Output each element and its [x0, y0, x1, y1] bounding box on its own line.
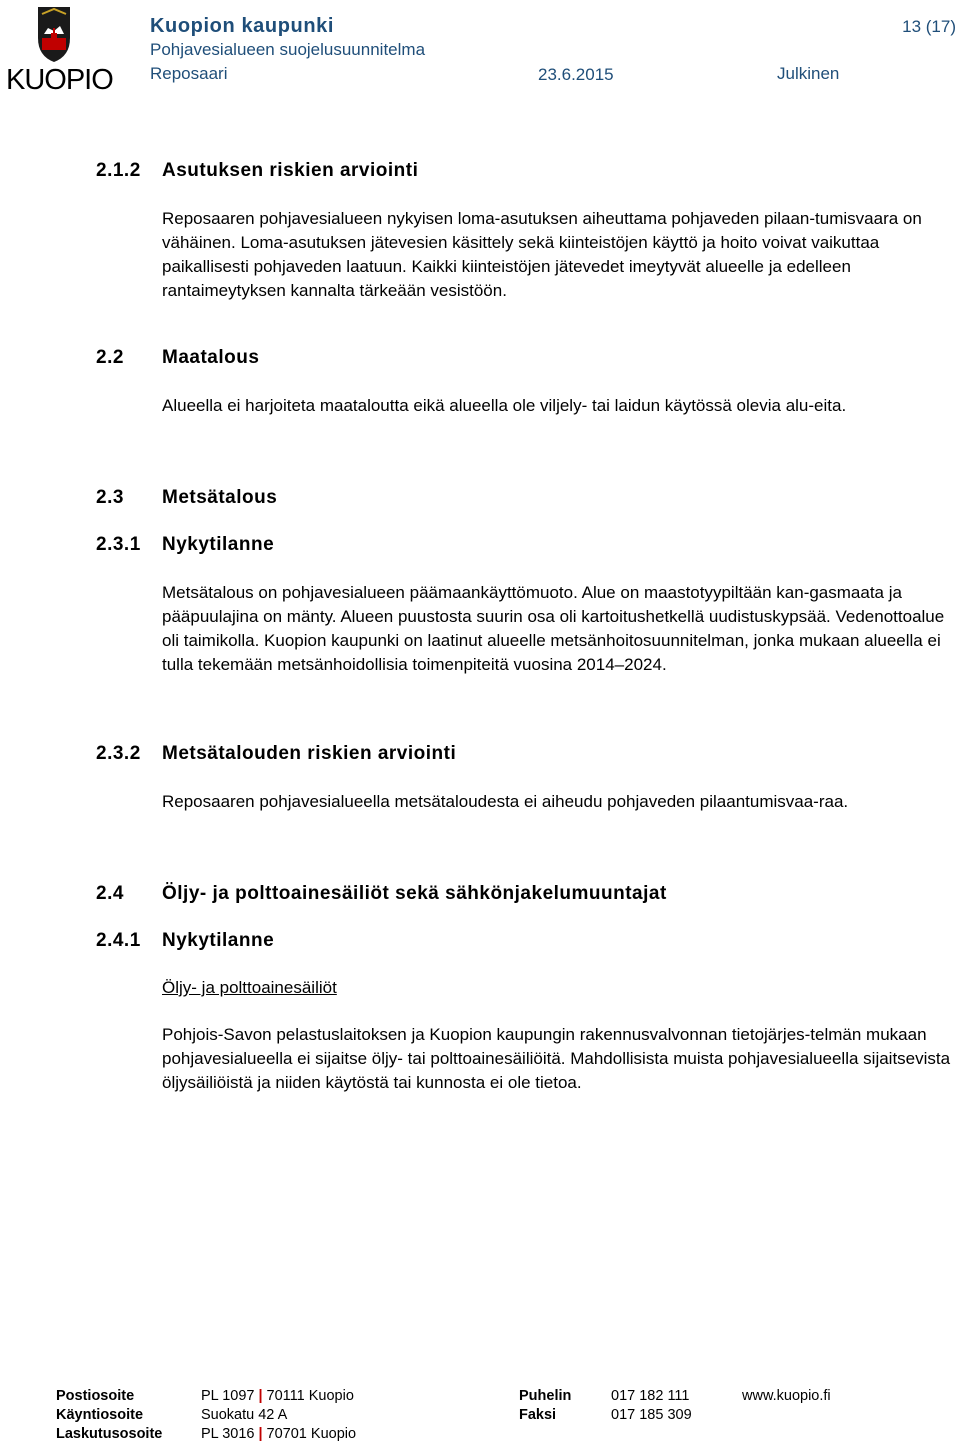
coat-of-arms-icon	[4, 4, 104, 66]
heading-2-3	[96, 487, 277, 509]
kuopio-logo	[4, 4, 113, 96]
logo-wordmark: KUOPIO	[6, 64, 113, 96]
paragraph-2-1-2: Reposaaren pohjavesialueen nykyisen loma-asutuksen aiheuttama pohjaveden pilaan-tumisvaara on vähäinen. Loma-asutuksen jätevesien käsittely sekä kiinteistöjen käyttö ja hoito voivat vaikuttaa paikallisesti pohjaveden laatuun. Kaikki kiinteistöjen jätevedet imeytyvät alueelle ja edelleen rantaimeytyksen kannalta tärkeään vesistöön.	[162, 209, 922, 300]
header-area: Reposaari	[150, 64, 228, 83]
heading-number: 2.3	[96, 487, 124, 508]
footer-visit-value: Suokatu 42 A	[201, 1407, 288, 1423]
separator-bar: |	[258, 1388, 263, 1404]
heading-number: 2.1.2	[96, 160, 141, 181]
header-city: Kuopion kaupunki	[150, 15, 335, 37]
heading-2-3-1	[96, 534, 274, 556]
heading-title: Öljy- ja polttoainesäiliöt sekä sähkönjakelumuuntajat	[162, 883, 667, 904]
heading-number: 2.4	[96, 883, 124, 904]
heading-number: 2.2	[96, 347, 124, 368]
footer-phone-value: 017 182 111	[611, 1388, 690, 1404]
heading-2-4-1	[96, 930, 274, 952]
page-number: 13 (17)	[902, 17, 956, 36]
heading-number: 2.3.1	[96, 534, 141, 555]
footer-postal-value	[201, 1388, 354, 1404]
footer-website-link[interactable]: www.kuopio.fi	[742, 1388, 831, 1404]
heading-title: Nykytilanne	[162, 930, 275, 951]
footer-billing-label: Laskutusosoite	[56, 1426, 163, 1442]
footer-billing-code: 70701 Kuopio	[266, 1426, 357, 1442]
header-date: 23.6.2015	[538, 65, 614, 84]
heading-title: Metsätalous	[162, 487, 278, 508]
heading-title: Maatalous	[162, 347, 260, 368]
paragraph-2-2: Alueella ei harjoiteta maataloutta eikä alueella ole viljely- tai laidun käytössä olevia alu-eita.	[162, 396, 847, 415]
header-status: Julkinen	[777, 64, 840, 83]
footer-postal-code: 70111 Kuopio	[266, 1388, 354, 1404]
heading-2-1-2	[96, 160, 418, 182]
heading-2-4	[96, 883, 667, 905]
heading-title: Nykytilanne	[162, 534, 275, 555]
heading-number: 2.3.2	[96, 743, 141, 764]
paragraph-2-3-1: Metsätalous on pohjavesialueen päämaankäyttömuoto. Alue on maastotyypiltään kan-gasmaata ja pääpuulajina on mänty. Alueen puustosta suurin osa oli kartoitushetkellä uudistuskypsää. Vedenottoalue oli taimikolla. Kuopion kaupunki on laatinut alueelle metsänhoitosuunnitelman, jonka mukaan alueella ei tulla tekemään metsänhoidollisia toimenpiteitä vuosina 2014–2024.	[162, 583, 945, 674]
footer-billing-value	[201, 1426, 356, 1442]
header-plan: Pohjavesialueen suojelusuunnitelma	[150, 40, 426, 59]
heading-2-3-2	[96, 743, 456, 765]
heading-title: Asutuksen riskien arviointi	[162, 160, 419, 181]
subheading-oil-tanks: Öljy- ja polttoainesäiliöt	[162, 978, 337, 997]
footer-visit-label: Käyntiosoite	[56, 1407, 144, 1423]
footer-billing-box: PL 3016	[201, 1426, 255, 1442]
paragraph-2-3-2: Reposaaren pohjavesialueella metsätaloudesta ei aiheudu pohjaveden pilaantumisvaa-raa.	[162, 792, 849, 811]
heading-2-2	[96, 347, 259, 369]
footer-postal-label: Postiosoite	[56, 1388, 135, 1404]
heading-title: Metsätalouden riskien arviointi	[162, 743, 457, 764]
footer-fax-label: Faksi	[519, 1407, 557, 1423]
footer-postal-box: PL 1097	[201, 1388, 255, 1404]
heading-number: 2.4.1	[96, 930, 141, 951]
footer-phone-label: Puhelin	[519, 1388, 572, 1404]
separator-bar: |	[258, 1426, 263, 1442]
paragraph-2-4-1: Pohjois-Savon pelastuslaitoksen ja Kuopion kaupungin rakennusvalvonnan tietojärjes-telmän mukaan pohjavesialueella ei sijaitse öljy- tai polttoainesäiliöitä. Mahdollisista muista pohjavesialueella sijaitsevista öljysäiliöistä ja niiden käytöstä tai kunnosta ei ole tietoa.	[162, 1025, 951, 1092]
page-footer	[0, 1386, 960, 1446]
footer-fax-value: 017 185 309	[611, 1407, 692, 1423]
